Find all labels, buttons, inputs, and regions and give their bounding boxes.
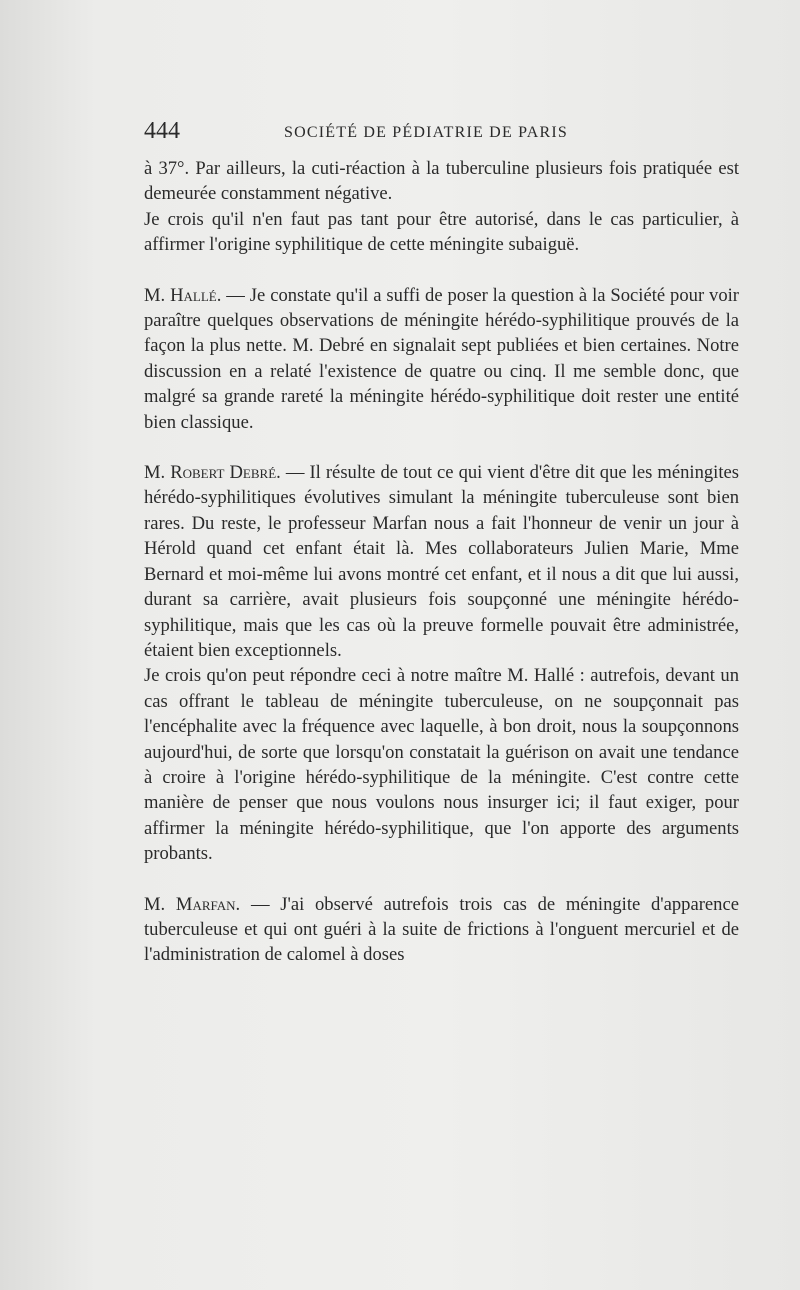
paragraph-spacer	[144, 258, 739, 283]
speaker-name: M. Robert Debré.	[144, 462, 281, 484]
speaker-name: M. Hallé.	[144, 284, 222, 306]
speaker-name: M. Marfan.	[144, 893, 241, 915]
paragraph-text: — Je constate qu'il a suffi de poser la question à la Société pour voir paraître quelques observations de méningite hérédo-syphilitique prouvés de la façon la plus nette. M. Debré en signalait sept publiées et bien certaines. Notre discussion en a relaté l'existence de quatre ou cinq. Il me semble donc, que malgré sa grande rareté la méningite hérédo-syphilitique doit rester une entité bien classique.	[144, 284, 739, 433]
paragraph-spacer	[144, 435, 739, 460]
paragraph-text: — J'ai observé autrefois trois cas de méningite d'apparence tuberculeuse et qui ont guéri à la suite de frictions à l'onguent mercuriel et de l'administration de calomel à doses	[144, 893, 739, 966]
paragraph-spacer	[144, 867, 739, 892]
body-text	[144, 156, 739, 968]
page-number: 444	[144, 118, 180, 144]
paragraph-text: à 37°. Par ailleurs, la cuti-réaction à la tuberculine plusieurs fois pratiquée est demeurée constamment négative.	[144, 158, 739, 205]
paragraph	[144, 892, 739, 968]
paragraph	[144, 207, 739, 258]
paragraph	[144, 156, 739, 207]
paragraph	[144, 663, 739, 866]
paragraph-text: Je crois qu'on peut répondre ceci à notre maître M. Hallé : autrefois, devant un cas offrant le tableau de méningite tuberculeuse, on ne soupçonnait pas l'encéphalite avec la fréquence avec laquelle, à bon droit, nous la soupçonnons aujourd'hui, de sorte que lorsqu'on constatait la guérison on avait une tendance à croire à l'origine hérédo-syphilitique de la méningite. C'est contre cette manière de penser que nous voulons nous insurger ici; il faut exiger, pour affirmer la méningite hérédo-syphilitique, que l'on apporte des arguments probants.	[144, 665, 739, 865]
paragraph-text: — Il résulte de tout ce qui vient d'être dit que les méningites hérédo-syphilitiques évolutives simulant la méningite tuberculeuse sont bien rares. Du reste, le professeur Marfan nous a fait l'honneur de venir un jour à Hérold quand cet enfant était là. Mes collaborateurs Julien Marie, Mme Bernard et moi-même lui avons montré cet enfant, et il nous a dit que lui aussi, durant sa carrière, avait plusieurs fois soupçonné une méningite hérédo-syphilitique, mais que les cas où la preuve formelle pouvait être administrée, étaient bien exceptionnels.	[144, 462, 739, 661]
paragraph	[144, 283, 739, 435]
paragraph-text: Je crois qu'il n'en faut pas tant pour être autorisé, dans le cas particulier, à affirmer l'origine syphilitique de cette méningite subaiguë.	[144, 208, 739, 256]
page-header	[144, 118, 739, 148]
paragraph	[144, 460, 739, 663]
running-head: SOCIÉTÉ DE PÉDIATRIE DE PARIS	[284, 124, 568, 141]
